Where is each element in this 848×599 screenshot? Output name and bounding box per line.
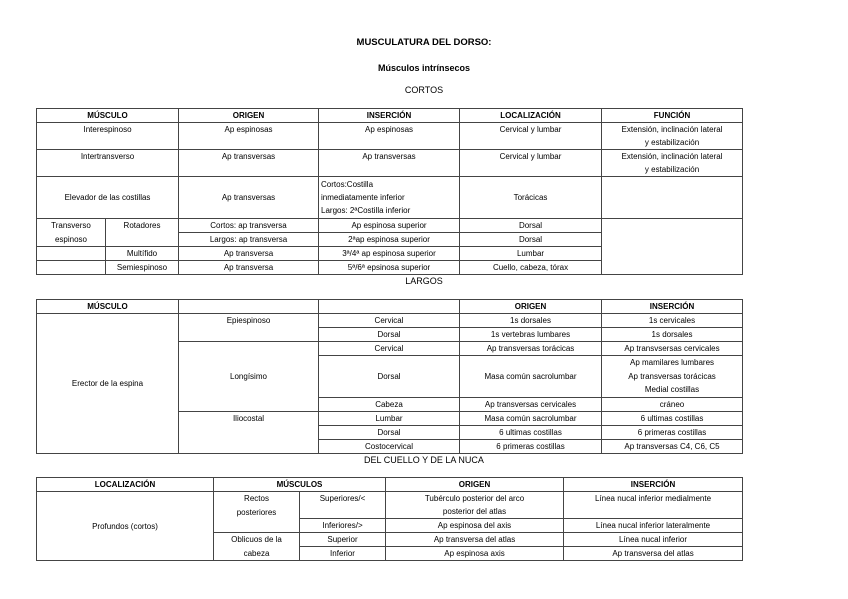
origin-cell: Ap espinosa del axis [386, 519, 564, 533]
location-cell: Cervical y lumbar [460, 123, 602, 150]
muscle-name: Semiespinoso [106, 261, 179, 275]
group-label-line: Transverso [51, 221, 91, 230]
insertion-cell: Línea nucal inferior medialmente [564, 492, 743, 519]
column-header-musculo: MÚSCULO [37, 109, 179, 123]
page-subtitle: Músculos intrínsecos [377, 63, 471, 73]
muscle-name: Interespinoso [37, 123, 179, 150]
insertion-cell [319, 177, 460, 219]
cortos-table [36, 108, 743, 275]
function-cell [602, 123, 743, 150]
muscle-name: Superiores/< [300, 492, 386, 519]
part-cell: Dorsal [319, 356, 460, 398]
origin-cell: Largos: ap transversa [179, 233, 319, 247]
table-header-row [37, 300, 743, 314]
insertion-cell: Ap transversas C4, C6, C5 [602, 439, 743, 453]
origin-cell: 1s vertebras lumbares [460, 328, 602, 342]
muscle-name: Erector de la espina [37, 314, 179, 454]
insertion-cell: Línea nucal inferior lateralmente [564, 519, 743, 533]
insertion-cell [602, 356, 743, 398]
part-cell: Costocervical [319, 439, 460, 453]
origin-cell [386, 492, 564, 519]
origin-cell: Ap transversas [179, 150, 319, 177]
origin-cell: Ap transversas [179, 177, 319, 219]
table-row [37, 219, 743, 233]
insertion-line: Largos: 2ªCostilla inferior [321, 206, 411, 215]
group-label-line: Oblicuos de la [231, 535, 282, 544]
origin-cell: 6 ultimas costillas [460, 425, 602, 439]
muscle-name: Superior [300, 533, 386, 547]
origin-cell: Masa común sacrolumbar [460, 411, 602, 425]
submuscle-name: Iliocostal [179, 411, 319, 453]
muscle-name: Inferior [300, 547, 386, 561]
origin-cell: Ap transversa [179, 261, 319, 275]
table-row [37, 314, 743, 328]
muscle-name: Rotadores [106, 219, 179, 247]
function-line: y estabilización [644, 165, 700, 174]
muscle-name: Elevador de las costillas [37, 177, 179, 219]
group-label-line: posteriores [236, 507, 277, 517]
insertion-line: Ap transversas torácicas [628, 371, 716, 381]
function-line: Extensión, inclinación lateral [621, 125, 723, 134]
cuello-section-title: DEL CUELLO Y DE LA NUCA [364, 455, 484, 465]
function-cell [602, 177, 743, 219]
column-header-localizacion: LOCALIZACIÓN [460, 109, 602, 123]
largos-table [36, 299, 743, 454]
origin-cell: Ap espinosa axis [386, 547, 564, 561]
insertion-cell: Ap transversa del atlas [564, 547, 743, 561]
table-row [37, 123, 743, 150]
table-header-row [37, 109, 743, 123]
insertion-cell: 2ªap espinosa superior [319, 233, 460, 247]
insertion-line: inmediatamente inferior [321, 193, 405, 202]
group-label-line: espinoso [54, 234, 88, 244]
insertion-cell: Ap transversas [319, 150, 460, 177]
group-label-rectos [214, 492, 300, 533]
part-cell: Cervical [319, 342, 460, 356]
origin-cell: Ap transversas cervicales [460, 397, 602, 411]
column-header-origen: ORIGEN [386, 478, 564, 492]
column-header-insercion: INSERCIÓN [319, 109, 460, 123]
cortos-section-title: CORTOS [404, 85, 444, 95]
insertion-cell: 6 ultimas costillas [602, 411, 743, 425]
part-cell: Lumbar [319, 411, 460, 425]
location-cell: Dorsal [460, 219, 602, 233]
function-cell [602, 150, 743, 177]
group-label-oblicuos [214, 533, 300, 561]
column-header-origen: ORIGEN [460, 300, 602, 314]
origin-cell: Ap transversa [179, 247, 319, 261]
location-cell: Dorsal [460, 233, 602, 247]
table-row [37, 150, 743, 177]
insertion-cell: 1s dorsales [602, 328, 743, 342]
column-header-musculos: MÚSCULOS [214, 478, 386, 492]
page-title: MUSCULATURA DEL DORSO: [356, 37, 492, 48]
origin-line: posterior del atlas [442, 507, 507, 516]
column-header-insercion: INSERCIÓN [564, 478, 743, 492]
insertion-cell: Ap transvsersas cervicales [602, 342, 743, 356]
column-header-empty [319, 300, 460, 314]
origin-line: Tubérculo posterior del arco [424, 494, 525, 503]
origin-cell: 1s dorsales [460, 314, 602, 328]
muscle-name: Inferiores/> [300, 519, 386, 533]
function-line: y estabilización [644, 138, 700, 147]
part-cell: Cervical [319, 314, 460, 328]
column-header-funcion: FUNCIÓN [602, 109, 743, 123]
table-row [37, 492, 743, 519]
part-cell: Cabeza [319, 397, 460, 411]
origin-cell: Masa común sacrolumbar [460, 356, 602, 398]
empty-cell [37, 261, 106, 275]
cuello-table [36, 477, 743, 561]
column-header-musculo: MÚSCULO [37, 300, 179, 314]
column-header-localizacion: LOCALIZACIÓN [37, 478, 214, 492]
table-header-row [37, 478, 743, 492]
insertion-line: Medial costillas [644, 385, 700, 395]
location-cell: Profundos (cortos) [37, 492, 214, 561]
function-line: Extensión, inclinación lateral [621, 152, 723, 161]
insertion-cell: 5ª/6ª epsinosa superior [319, 261, 460, 275]
insertion-line: Ap mamilares lumbares [629, 358, 715, 367]
insertion-cell: Ap espinosas [319, 123, 460, 150]
insertion-line: Cortos:Costilla [321, 180, 374, 189]
origin-cell: Ap transversa del atlas [386, 533, 564, 547]
location-cell: Cervical y lumbar [460, 150, 602, 177]
group-label-line: Rectos [244, 494, 269, 503]
location-cell: Cuello, cabeza, tórax [460, 261, 602, 275]
insertion-cell: 6 primeras costillas [602, 425, 743, 439]
origin-cell: Ap espinosas [179, 123, 319, 150]
insertion-cell: Ap espinosa superior [319, 219, 460, 233]
empty-cell [37, 247, 106, 261]
part-cell: Dorsal [319, 425, 460, 439]
table-row [37, 177, 743, 219]
muscle-name: Intertransverso [37, 150, 179, 177]
insertion-cell: 1s cervicales [602, 314, 743, 328]
group-label-transverso-espinoso [37, 219, 106, 247]
submuscle-name: Epiespinoso [179, 314, 319, 342]
submuscle-name: Longísimo [179, 342, 319, 412]
insertion-cell: 3ª/4ª ap espinosa superior [319, 247, 460, 261]
location-cell: Torácicas [460, 177, 602, 219]
origin-cell: Ap transversas torácicas [460, 342, 602, 356]
insertion-cell: cráneo [602, 397, 743, 411]
column-header-origen: ORIGEN [179, 109, 319, 123]
function-cell [602, 219, 743, 275]
largos-section-title: LARGOS [405, 276, 443, 286]
origin-cell: Cortos: ap transversa [179, 219, 319, 233]
column-header-insercion: INSERCIÓN [602, 300, 743, 314]
location-cell: Lumbar [460, 247, 602, 261]
muscle-name: Multífido [106, 247, 179, 261]
column-header-empty [179, 300, 319, 314]
part-cell: Dorsal [319, 328, 460, 342]
group-label-line: cabeza [243, 548, 270, 558]
origin-cell: 6 primeras costillas [460, 439, 602, 453]
insertion-cell: Línea nucal inferior [564, 533, 743, 547]
